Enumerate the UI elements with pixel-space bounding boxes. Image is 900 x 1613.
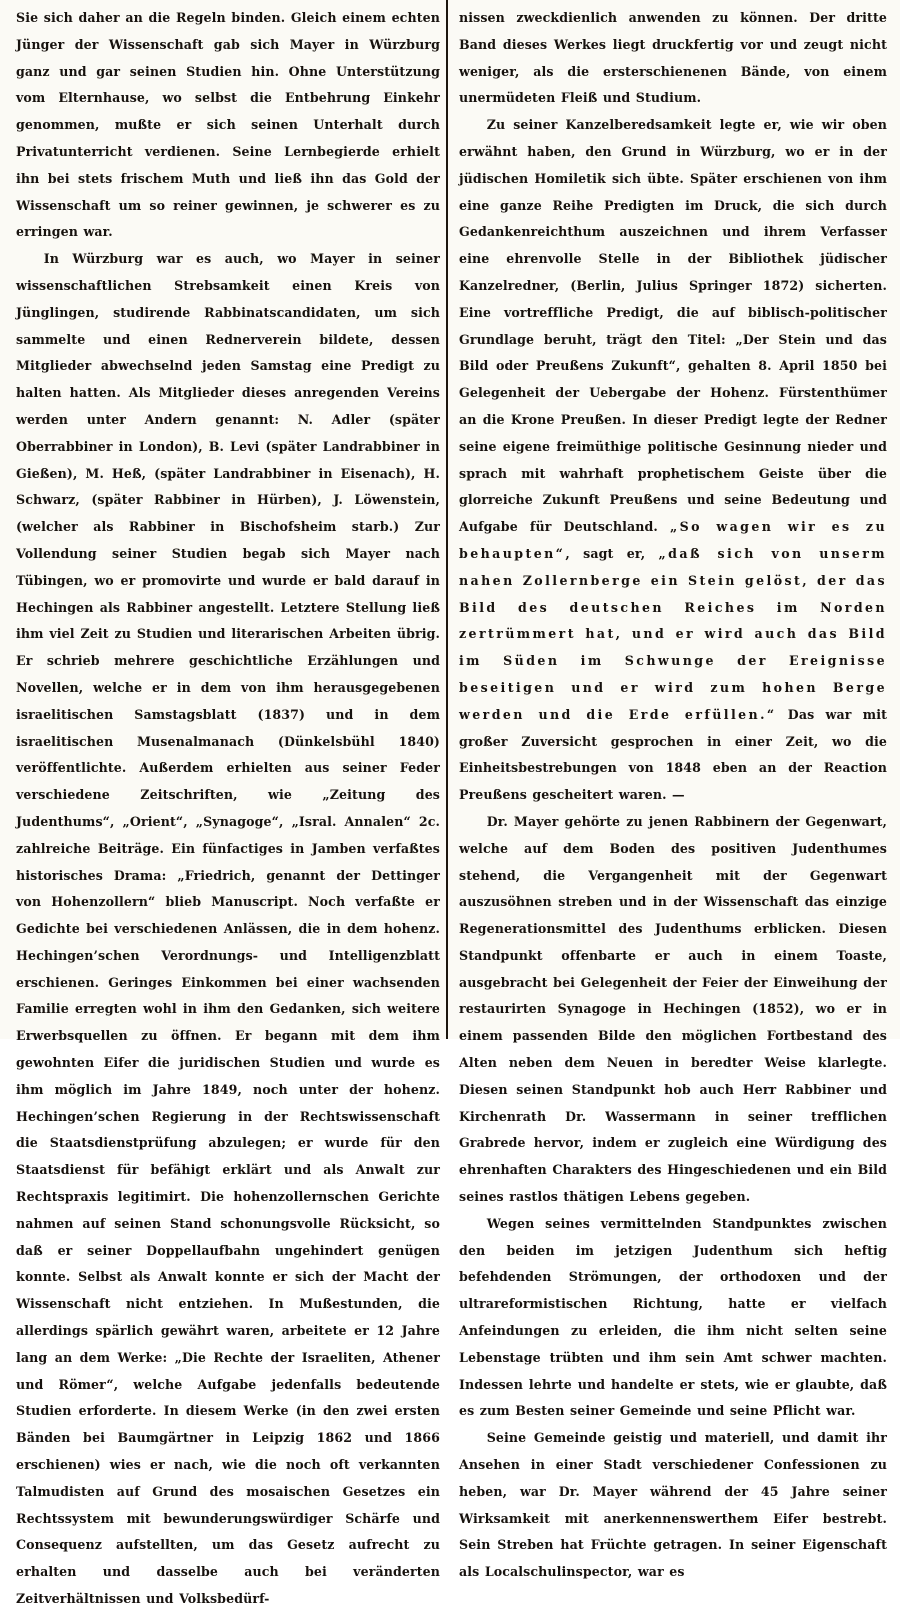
quote-attribution: , sagt er, (565, 545, 659, 561)
paragraph: In Würzburg war es auch, wo Mayer in seiner wissenschaftlichen Strebsamkeit einen Kreis von Jünglingen, studirende Rabbinatscandidaten, um sich sammelte und einen Rednerverein bildete, dessen Mitglieder abwechselnd jeden Samstag eine Predigt zu halten hatten. Als Mitglieder dieses anregenden Vereins werden unter Andern genannt: N. Adler (später Oberrabbiner in London), B. Levi (später Landrabbiner in Gießen), M. Heß, (später Landrabbiner in Eisenach), H. Schwarz, (später Rabbiner in Hürben), J. Löwenstein, (welcher als Rabbiner in Bischofsheim starb.) Zur Vollendung seiner Studien begab sich Mayer nach Tübingen, wo er promovirte und wurde er bald darauf in Hechingen als Rabbiner angestellt. Letztere Stellung ließ ihm viel Zeit zu Studien und literarischen Arbeiten übrig. Er schrieb mehrere geschichtliche Erzählungen und Novellen, welche er in dem von ihm herausgegebenen israelitischen Samstagsblatt (1837) und in dem israelitischen Musenalmanach (Dünkelsbühl 1840) veröffentlichte. Außerdem erhielten aus seiner Feder verschiedene Zeitschriften, wie „Zeitung des Judenthums“, „Orient“, „Synagoge“, „Isral. Annalen“ 2c. zahlreiche Beiträge. Ein fünfactiges in Jamben verfaßtes historisches Drama: „Friedrich, genannt der Dettinger von Hohenzollern“ blieb Manuscript. Noch verfaßte er Gedichte bei verschiedenen Anlässen, die in dem hohenz. Hechingen’schen Verordnungs- und Intelligenzblatt erschienen. Geringes Einkommen bei einer wachsenden Familie erregten wohl in ihm den Gedanken, sich weitere Erwerbsquellen zu öffnen. Er begann mit dem ihm gewohnten Eifer die juridischen Studien und wurde es ihm möglich im Jahre 1849, noch unter der hohenz. Hechingen’schen Regierung in der Rechtswissenschaft die Staatsdienstprüfung abzulegen; er wurde für den Staatsdienst für befähigt erklärt und als Anwalt zur Rechtspraxis legitimirt. Die hohenzollernschen Gerichte nahmen auf seinen Stand schonungsvolle Rücksicht, so daß er seiner Doppellaufbahn ungehindert genügen konnte. Selbst als Anwalt konnte er sich der Macht der Wissenschaft nicht entziehen. In Mußestunden, die allerdings spärlich gewährt waren, arbeitete er 12 Jahre lang an dem Werke: „Die Rechte der Israeliten, Athener und Römer“, welche Aufgabe jedenfalls bedeutende Studien erforderte. In diesem Werke (in den zwei ersten Bänden bei Baumgärtner in Leipzig 1862 und 1866 erschienen) wies er nach, wie die noch oft verkannten Talmudisten auf Grund des mosaischen Gesetzes ein Rechtssystem mit bewunderungswürdiger Schärfe und Consequenz aufstellten, um das Gesetz aufrecht zu erhalten und dasselbe auch bei veränderten Zeitverhältnissen und Volksbedürf- (16, 251, 440, 1607)
letterspaced-quote-part-2: „daß sich von unserm nahen Zollernberge ein Stein gelöst, der das Bild des deutschen Reiches im Norden zertrümmert hat, und er wird auch das Bild im Süden im Schwunge der Ereignisse beseitigen und er wird zum hohen Berge werden und die Erde erfüllen.“ (459, 545, 887, 722)
paragraph-continuation: nissen zweckdienlich anwenden zu können. Der dritte Band dieses Werkes liegt druckfertig vor und zeugt nicht weniger, als die ersterschienenen Bände, von einem unermüdeten Fleiß und Studium. (459, 10, 887, 106)
paragraph: Wegen seines vermittelnden Standpunktes zwischen den beiden im jetzigen Judenthum sich heftig befehdenden Strömungen, der orthodoxen und der ultrareformistischen Richtung, hatte er vielfach Anfeindungen zu erleiden, die ihm nicht selten seine Lebenstage trübten und ihm sein Amt schwer machten. Indessen lehrte und handelte er stets, wie er glaubte, daß es zum Besten seiner Gemeinde und seine Pflicht war. (459, 1215, 887, 1419)
quote-intro-text: Zu seiner Kanzelberedsamkeit legte er, wie wir oben erwähnt haben, den Grund in Würzburg, wo er in der jüdischen Homiletik sich übte. Später erschienen von ihm eine ganze Reihe Predigten im Druck, die sich durch Gedankenreichthum auszeichnen und ihrem Verfasser eine ehrenvolle Stelle in der Bibliothek jüdischer Kanzelredner, (Berlin, Julius Springer 1872) sicherten. Eine vortreffliche Predigt, die auf biblisch-politischer Grundlage beruht, trägt den Titel: „Der Stein und das Bild oder Preußens Zukunft“, gehalten 8. April 1850 bei Gelegenheit der Uebergabe der Hohenz. Fürstenthümer an die Krone Preußen. In dieser Predigt legte der Redner seine eigene freimüthige politische Gesinnung nieder und sprach mit wahrhaft prophetischem Geiste über die glorreiche Zukunft Preußens und seine Bedeutung und Aufgabe für Deutschland. (459, 117, 887, 535)
paragraph-with-quote (459, 112, 887, 809)
left-text-column (16, 5, 440, 1607)
paragraph: Seine Gemeinde geistig und materiell, und damit ihr Ansehen in einer Stadt verschiedener Confessionen zu heben, war Dr. Mayer während der 45 Jahre seiner Wirksamkeit mit anerkennenswerthem Eifer bestrebt. Sein Streben hat Früchte getragen. In seiner Eigenschaft als Localschulinspector, war es (459, 1430, 887, 1580)
paragraph: Dr. Mayer gehörte zu jenen Rabbinern der Gegenwart, welche auf dem Boden des positiven Judenthumes stehend, die Vergangenheit mit der Gegenwart auszusöhnen streben und in der Wissenschaft das einzige Regenerationsmittel des Judenthums erblicken. Diesen Standpunkt offenbarte er auch in einem Toaste, ausgebracht bei Gelegenheit der Feier der Einweihung der restaurirten Synagoge in Hechingen (1852), wo er in einem passenden Bilde den möglichen Fortbestand des Alten neben dem Neuen in beredter Weise klarlegte. Diesen seinen Standpunkt hob auch Herr Rabbiner und Kirchenrath Dr. Wassermann in seiner trefflichen Grabrede hervor, indem er zugleich eine Würdigung des ehrenhaften Charakters des Hingeschiedenen und ein Bild seines rastlos thätigen Lebens gegeben. (459, 813, 887, 1205)
right-text-column (459, 5, 887, 1580)
paragraph-continuation: Sie sich daher an die Regeln binden. Gleich einem echten Jünger der Wissenschaft gab sich Mayer in Würzburg ganz und gar seinen Studien hin. Ohne Unterstützung vom Elternhause, wo selbst die Entbehrung Einkehr genommen, mußte er sich seinen Unterhalt durch Privatunterricht verdienen. Seine Lernbegierde erhielt ihn bei stets frischem Muth und ließ ihn das Gold der Wissenschaft um so reiner gewinnen, je schwerer es zu erringen war. (16, 10, 440, 240)
quote-closing-text: Das war mit großer Zuversicht gesprochen in einer Zeit, wo die Einheitsbestrebungen von 1848 eben an der Reaction Preußens gescheitert waren. — (459, 706, 887, 803)
letterspaced-quote-part-1: „So wagen wir es zu behaupten“ (459, 519, 887, 561)
column-divider-rule (446, 0, 448, 1039)
